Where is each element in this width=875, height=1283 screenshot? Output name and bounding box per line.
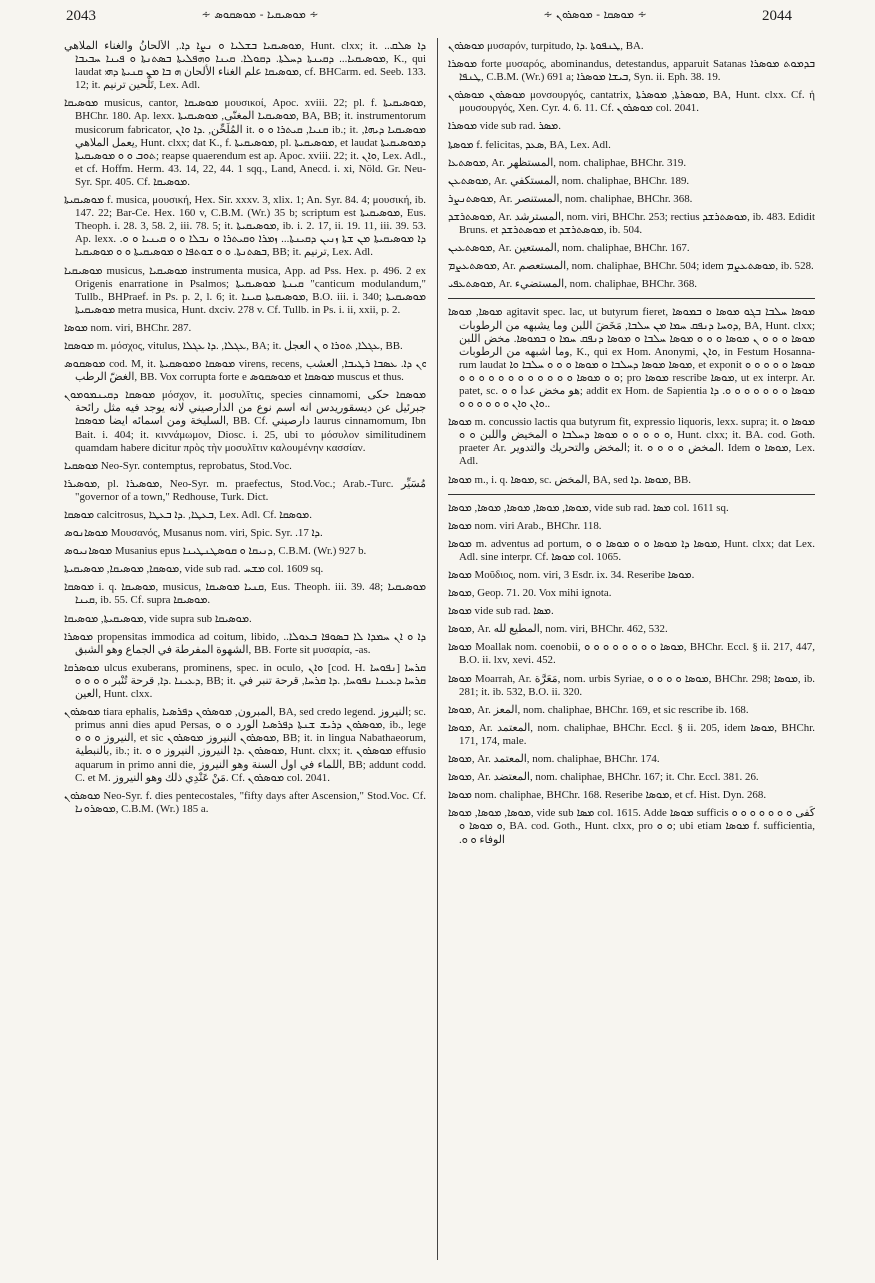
page-number-left: 2043 bbox=[66, 8, 96, 24]
dictionary-entry: ܡܘܣܐ Moallak nom. coenobii, ܡܘܣܐ ܘ ܘ ܘ ܘ ܘ ܘ ܘ ܘ, BHChr. Eccl. § ii. 217, 447, B.O. ii. lxv, xevi. 452. bbox=[448, 641, 815, 667]
dictionary-entry: ܡܘܣܐ, Ar. المعتضد, nom. chaliphae, BHChr. 167; it. Chr. Eccl. 381. 26. bbox=[448, 771, 759, 784]
dictionary-entry: ܡܘܣܐ, Ar. المعز, nom. chaliphae, BHChr. 169, et sic rescribe ib. 168. bbox=[448, 703, 749, 716]
dictionary-entry: ܡܘܣܪܘܢ tiara ephalis, المبرون, ܡܘܣܪܘܢ ܕܦܪܣܝܐ, BA, sed credo legend. النيروز; sc. primus anni dies apud Persas, ܡܘܣܪܘܢ ܕܪܝܫ ܫܢܬܐ ܕܦܪܣܝܐ الورد ܘ ܘ, ib., lege النيروز ܘ ܘ ܘ, et sic ܡܘܣܪܘܢ النيروز ܡܘܣܪܘܢ, BB; it. in lingua Nabathaeorum, بالنبطية, ib.; it. ܡܘܣܪܘܢ .ܕܐ النيروز, النيروز ܘ ܘ, Hunt. clxx; it. ܡܘܣܪܘܢ effusio aquarum in primo anni die, اللماء في اول السنة وهو النيروز, BB; addunt codd. C. et M. مَنْ عَنْدِي ذلك وهو النيروز. Cf. ܡܘܣܪܘܢ col. 2041. bbox=[64, 706, 426, 784]
dictionary-entry: ܡܘܣܬܥܐ, Ar. المستظهر, nom. chaliphae, BHChr. 319. bbox=[448, 156, 687, 169]
dictionary-entry: ܡܘܣܪܐ vide sub rad. ܡܣܪ. bbox=[448, 120, 561, 133]
dictionary-entry: ܡܘܣܩܐ ܕܩܝܢܡܘܡܘܢ μόσχον, it. μοσυλῖτις, species cinnamomi, ܡܘܣܩܐ حكى جبرئيل عن ديسقوريدس انه اسم نوع من الدارصيني لانه يوجد فيه مثل رائحة السليخة ومن اسمائه ايضا ܡܘܣܩܐ, BB. Cf. دارصيني laurus cinnamomum, Ibn Bait. i. 404; it. κιννάμωμον, Diosc. i. 25, ubi το μόσυλον similitudinem quamdam habere dicitur πρὸς τὴν μοσυλῖτιν καλουμένην κασσίαν. bbox=[64, 389, 426, 454]
dictionary-entry: ܡܘܣܝܩܝܐ musicus, ܡܘܣܝܩܝܐ instrumenta musica, App. ad Pss. Hex. p. 496. 2 ex Origenis enarratione in Psalmos; ܩܝܢܬܐ ܡܘܣܝܩܝܬܐ "canticum modulandum," Tullb., BHPraef. in Ps. p. 2, l. 6; it. ܡܘܣܝܩܝܬܐ ܩܝܢܐ, B.O. iii. i. 340; ܡܘܣܝܩܝܬܐ ܡܘܣܝܩܝܬܐ metra musica, Hunt. dxciv. 278 v. Cf. Tullb. in Ps. i. ii, xxii, p. 2. bbox=[64, 264, 426, 316]
dictionary-entry: ܡܘܣܝܪܐ, pl. ܡܘܣܝܪܐ, Neo-Syr. m. praefectus, Stod.Voc.; Arab.-Turc. مُسَيِّر "governor of a town," Redhouse, Turk. Dict. bbox=[64, 477, 426, 503]
dictionary-entry: ܡܘܣܐ nom. viri, BHChr. 287. bbox=[64, 321, 192, 334]
dictionary-entry: ܡܘܣܐ, ܡܘܣܐ, ܡܘܣܐ, vide sub ܡܣܐ col. 1615. Adde ܡܘܣܐ sufficis كَفى ܘ ܘ ܘ ܘ ܘ ܘ ܘ ܘ ܡܘܣܐ ܘ, BA. cod. Goth., Hunt. clxx, pro ܘ ܘ; ubi etiam ܡܘܣܐ f. sufficientia, .الوفاء ܘ ܘ bbox=[448, 807, 815, 846]
dictionary-entry: ܡܘܣܬܥܢ, Ar. المستكفي, nom. chaliphae, BHChr. 189. bbox=[448, 174, 690, 187]
dictionary-entry: ܡܘܣܐ nom. chaliphae, BHChr. 168. Reseribe ܡܘܣܐ, et cf. Hist. Dyn. 268. bbox=[448, 789, 767, 802]
dictionary-entry: ܡܘܣܐ, Ar. المطيع لله, nom. viri, BHChr. 462, 532. bbox=[448, 623, 668, 636]
page-header bbox=[0, 0, 875, 34]
dictionary-entry: ܡܘܣܐ m. adventus ad portum, ܡܘܣܐ ܕܐ ܡܘܣܐ ܘ ܘ ܡܘܣܐ ܘ ܘ, Hunt. clxx; dat Lex. Adl. sine interpr. Cf. ܡܘܣܐ col. 1065. bbox=[448, 537, 815, 563]
left-column bbox=[64, 40, 426, 1265]
dictionary-entry: ܡܘܣܐ Μοῦδιος, nom. viri, 3 Esdr. ix. 34. Reseribe ܡܘܣܐ. bbox=[448, 569, 695, 581]
dictionary-entry: ܡܘܣܐ, Geop. 71. 20. Vox mihi ignota. bbox=[448, 587, 612, 600]
dictionary-entry: ܡܘܣܐܢܝܘܣ Musanius epus ܕܢܝܩܐ ܘ ܩܘܣܛܢܛܝܢܐ, C.B.M. (Wr.) 927 b. bbox=[64, 545, 367, 558]
dictionary-entry: ܡܘܣܪܘܢ Neo-Syr. f. dies pentecostales, "fifty days after Ascension," Stod.Voc. Cf. ܡܘܣܪܘܢܐ, C.B.M. (Wr.) 185 a. bbox=[64, 789, 426, 815]
dictionary-entry: ܡܘܣܩܐ m. μόσχος, vitulus, ܥܓܠܐ, .ܕܐ ܥܓܠܐ, BA; it. ܥܓܠܐ, ܬܘܪܐ ܘ ܢ العجل, BB. bbox=[64, 339, 403, 352]
dictionary-entry: ܡܘܣܝܩܝܬܐ f. musica, μουσική, Hex. Sir. xxxv. 3, xlix. 1; An. Syr. 84. 4; μουσική, ib. 147. 22; Bar-Ce. Hex. 160 v, C.B.M. (Wr.) 35 b; scriptum est ܡܘܣܝܩܝܬܐ, Eus. Theoph. i. 28. 3, 58. 2, iii. 78. 5; it. ܡܘܣܝܩܝܬܐ, ib. i. 2. 17, ii. 19. 11, iii. 39. 53. Ap. lexx. .ܕܐ ܡܘܣܝܩܝܬܐ ܡܢ ܫܬܐ ܙܢܝܢ ܕܩܝܢܬܐ... ܙܡܪܐ ܘܩܝܬܪܐ ܘ ܢܒܠܐ ܘ ܘ ܩܝܢܝܐ ܘ ܘ ܒܣܬܢܬܐ. ܘ ܘ ܫܘܬܦܐ ܘ ܡܘܣܝܩܝܬܐ ܘ ܘ ܡܘܣܝܩܝܐ, BB; it. ترنيم, Lex. Adl. bbox=[64, 194, 426, 259]
section-divider bbox=[448, 298, 815, 299]
dictionary-entry: ܡܘܣܐ Moarrah, Ar. مَعَرَّة, nom. urbis Syriae, ܡܘܣܐ ܘ ܘ ܘ ܘ, BHChr. 298; ܡܘܣܐ, ib. 281; it. ib. 532, B.O. ii. 320. bbox=[448, 672, 815, 698]
dictionary-entry: ܡܘܣܐܢܘܣ Μουσανός, Musanus nom. viri, Spic. Syr. .ܕܐ 17. bbox=[64, 527, 323, 540]
page-number-right: 2044 bbox=[762, 8, 792, 24]
dictionary-entry: ܡܘܣܝܩܐ musicus, cantor, ܡܘܣܝܩܐ μουσικοί, Apoc. xviii. 22; pl. f. ܡܘܣܝܩܝܬܐ, BHChr. 180. Ap. lexx. ܡܘܣܝܩܝܐ المغنّى, ܡܘܣܝܩܝܬܐ, BA, BB; it. instrumentorum musicorum fabricator, المُلَحِّن, .ܕܐ ܘܐܢ it. ܩܢܝܐ, ܩܝܬܪܐ ܘ ܘ ib.; it. ܡܘܣܝܩܝܐ ܕܝܗܐ, يعمل الملاهي, Hunt. clxx; dat K., f. ܡܘܣܝܩܝܬܐ, pl. ܡܘܣܝܩܝܬܐ, et laudat ܕܡܘܣܝܩܝܬܐ ܬܘܒ ܘ ܘ ܡܘܣܝܩܝܬܐ; reapse quaerendum est ap. Apoc. xviii. 22; it. ܘܐܢ, Lex. Adl., et cf. Hoffm. Herm. 43. 14, 22, 44. 1 sqq., Land, Anecd. i. xi, Nöld. Gr. Neu-Syr. Spr. 405. Cf. ܡܘܣܝܩܐ. bbox=[64, 97, 426, 188]
dictionary-entry: ܡܘܣܐ nom. viri Arab., BHChr. 118. bbox=[448, 519, 602, 532]
dictionary-entry: ܡܘܣܝܩܝܐ ܒܫܠܝܐ ܘ ܢܨܐ ܕܐ., الأَلْحانُ والغناء الملاهي, Hunt. clxx; it. .ܕܐ ܣܠܩ. ܡܘܣܝܩܝܐ... ܕܩܝܢܬܐ ܕܚܠܬܐ. ܕܩܘܠܐ. ܩܝܢܐ ܘܗܦܠܝܬܐ ܒܣܬܢܬܐ ܘ ܦܝܢܐ ܚܒܝܒܐ, K., qui laudat ܡܘܣܝܩܐ علم الغناء الألحان ܗ ܒܐ ܡܢ ܩܢܝܬܐ ܕܗܝ, cf. BHCarm. ed. Seeb. 133. 12; it. تَلْحين ترنيم, Lex. Adl. bbox=[64, 40, 426, 92]
dictionary-entry: ܡܘܣܐ, Ar. المعتمد, nom. chaliphae, BHChr. 174. bbox=[448, 753, 660, 766]
dictionary-entry: ܡܘܣܬܥܝܢ, Ar. المستعين, nom. chaliphae, BHChr. 167. bbox=[448, 242, 690, 255]
dictionary-entry: ܡܘܣܐ m. concussio lactis qua butyrum fit, expressio liquoris, lexx. supra; it. ܡܘܣܐ ܘ ܘ ܘ ܘ ܘ ܘ ܡܘܣܐ ܕܚܠܒܐ ܘ المخيض واللبن ܘ ܘ, Hunt. clxx; it. BA. cod. Goth. praeter Ar. المخض والتحريك والتدوير; it. المخض ܘ ܘ ܘ ܘ. Idem ܡܘܣܐ ܘ, Lex. Adl. bbox=[448, 416, 815, 468]
dictionary-entry: ܡܘܣܪܘܢ μυσαρόν, turpitudo, ܛܢܦܘܬܐ .ܕܐ, BA. bbox=[448, 40, 644, 52]
dictionary-entry: ܡܘܣܬܢܨܪ, Ar. المستنصر, nom. chaliphae, BHChr. 368. bbox=[448, 192, 693, 205]
dictionary-entry: ܡܘܣܐ m., i. q. ܡܘܣܐ, sc. المخض, BA, sed ܡܘܣܐ .ܕܐ, BB. bbox=[448, 473, 692, 486]
dictionary-entry: ܡܘܣܐ, ܡܘܣܐ, ܡܘܣܐ, ܡܘܣܐ, ܡܘܣܐ, vide sub rad. ܡܣܐ col. 1611 sq. bbox=[448, 501, 729, 514]
dictionary-entry: ܡܘܣܩܐ i. q. ܡܘܣܝܩܐ, musicus, ܩܢܝܐ ܡܘܣܝܩܐ, Eus. Theoph. iii. 39. 48; ܡܘܣܝܩܝܐ ܩܝܢܐ, ib. 55. Cf. supra ܡܘܣܝܩܐ. bbox=[64, 581, 426, 607]
dictionary-entry: ܡܘܣܐ, Ar. المعتمد, nom. chaliphae, BHChr. Eccl. § ii. 205, idem ܡܘܣܐ, BHChr. 171, 174, male. bbox=[448, 721, 815, 747]
dictionary-entry: ܡܘܣܩܘܣ cod. M, it. ܡܘܣܩܐ ܘܡܘܣܩܝܬܐ virens, recens, ܘܢ ܕܐ. ܥܣܒܐ ܪܛܝܒܐ, العشب الغضّ الرطب, BB. Vox corrupta forte e ܡܘܣܩܘܣ et ܡܘܣܩܐ muscus et thus. bbox=[64, 358, 426, 384]
section-divider bbox=[448, 494, 815, 495]
dictionary-entry: ܡܘܣܪܘܢ ܡܘܣܪܘܢ μονσουργός, cantatrix, ܡܘܣܪܬܐ, ܡܘܣܪܬܐ, BA, Hunt. clxx. Cf. ἡ μουσουργός, Xen. Cyr. 4. 6. 11. Cf. ܡܘܣܪܘܢ col. 2041. bbox=[448, 89, 815, 115]
dictionary-entry: ܡܘܣܬܥܨܡ, Ar. المستعصم, nom. chaliphae, BHChr. 504; idem ܡܘܣܬܥܨܡ, ib. 528. bbox=[448, 260, 814, 273]
dictionary-entry: ܡܘܣܐ, ܡܘܣܐ agitavit spec. lac, ut butyrum fieret, ܡܘܣܐ ܚܠܒܐ ܒܓܘ ܡܘܣܐ ܘ ܒܡܘܣܐ ܕܘܚܐ ܕܢܦܩ ܚܡܐ ܡܢ ܚܠܒܐ, مَخَضَ اللبن وما يشبهه من الرطوبات, BA, Hunt. clxx; ܡܘܣܐ ܘ ܘ ܘ ܢ ܡܘܣܐ ܘ ܘ ܘ ܡܘܣܐ ܚܠܒܐ ܘ ܡܘܣܐ ܕܢܦܩ ܚܡܐ ܘ ܒܡܘܣܐ. مخض اللبن وما اشبهه من الرطوبات, K., qui ex Hom. Anonymi, ܘܐܢ, in Festum Hosanna-rum laudat ܡܘܣܐ ܡܘܣܐ ܕܚܠܒܐ ܘ ܡܘܣܐ ܘ ܘ ܘ ܚܠܒܐ ܘܐ, et exponit ܡܘܣܐ ܘ ܘ ܘ ܘ ܘ ܘ ܘ ܡܘܣܐ ܘ ܘ ܘ ܘ ܘ ܘ ܘ ܘ ܘ ܘ ܘ ܘ; pro ܡܘܣܐ rescribe ܡܘܣܐ, ut ex interpr. Ar. patet, sc. هو مخض عدا ܘ ܘ; addit ex Hom. de Sapientia ܡܘܣܐ ܘ ܘ ܘ ܘ ܘ ܘ ܘ. ܕܐ .ܘܐܢ ܘܐܢ ܘ ܘ ܘ ܘ ܘ ܘ. bbox=[448, 306, 815, 411]
running-head-right: ∻ ܡܘܣܩܐ - ܡܘܣܪܘܢ ∻ bbox=[543, 8, 647, 21]
right-column bbox=[448, 40, 815, 1265]
dictionary-entry: ܡܘܣܪܐ propensitas immodica ad coitum, libido, .ܕܐ ܘ ܐܢ ܚܡܕܐ ܠܐ ܒܣܘܦܐ ܒܥܘܠܐ. الشهوة المفرطة في الجماع وهو الشبق, BB. Forte sit μυσαρία, -as. bbox=[64, 630, 426, 656]
dictionary-entry: ܡܘܣܝܩܝܬܐ, ܡܘܣܝܩܐ, vide supra sub ܡܘܣܝܩܐ. bbox=[64, 612, 252, 625]
dictionary-entry: ܡܘܣܩܝܐ Neo-Syr. contemptus, reprobatus, Stod.Voc. bbox=[64, 459, 292, 472]
dictionary-entry: ܡܘܣܪܐ forte μυσαρός, abominandus, detestandus, apparuit Satanas ܒܕܡܘܬ ܡܘܣܪܐ ܛܢܦܐ, C.B.M. (Wr.) 691 a; ܒܝܫܐ ܡܘܣܪܐ, Syn. ii. Eph. 38. 19. bbox=[448, 58, 815, 84]
dictionary-entry: ܡܘܣܬܪܫܕ, Ar. المسترشد, nom. viri, BHChr. 253; rectius ܡܘܣܬܪܫܕ, ib. 483. Edidit Bruns. et ܡܘܣܬܪܫܕ et ܡܘܣܬܪܫܕ, ib. 504. bbox=[448, 210, 815, 237]
dictionary-entry: ܡܘܣܬܥܦܝ, Ar. المستضيء, nom. chaliphae, BHChr. 368. bbox=[448, 278, 697, 291]
dictionary-entry: ܡܘܣܩܐ calcitrosus, ܒܥܛܐ, .ܕܐ ܒܥܛܐ, Lex. Adl. Cf. ܡܘܣܩܐ. bbox=[64, 509, 312, 521]
column-divider bbox=[437, 38, 438, 1260]
dictionary-entry: ܡܘܣܩܐ, ܡܘܣܝܩܐ, ܡܘܣܝܩܝܬܐ, vide sub rad. ܡܫܚ col. 1609 sq. bbox=[64, 563, 324, 576]
running-head-left: ∻ ܡܘܣܝܩܝܐ - ܡܘܣܩܘܣ ∻ bbox=[201, 8, 319, 21]
dictionary-entry: ܡܘܣܬܐ f. felicitas, ܣܥܕ, BA, Lex. Adl. bbox=[448, 138, 611, 151]
dictionary-entry: ܡܘܣܐ vide sub rad. ܡܣܐ. bbox=[448, 605, 554, 618]
dictionary-entry: ܡܘܣܪܩܐ ulcus exuberans, prominens, spec. in oculo, ܘܐܢ [cod. H. ܢܦܘܚܐ] ܩܪܚܐ ܕܥܝܢܐ .ܕܐ, قرحة تُنْبر ܘ ܘ ܘ ܘ, BB; it. ܩܪܚܐ ܕܥܝܢܐ ܢܦܘܚܐ, .ܕܐ ܩܪܚܐ, قرحة تنبر في العين, Hunt. clxx. bbox=[64, 661, 426, 701]
